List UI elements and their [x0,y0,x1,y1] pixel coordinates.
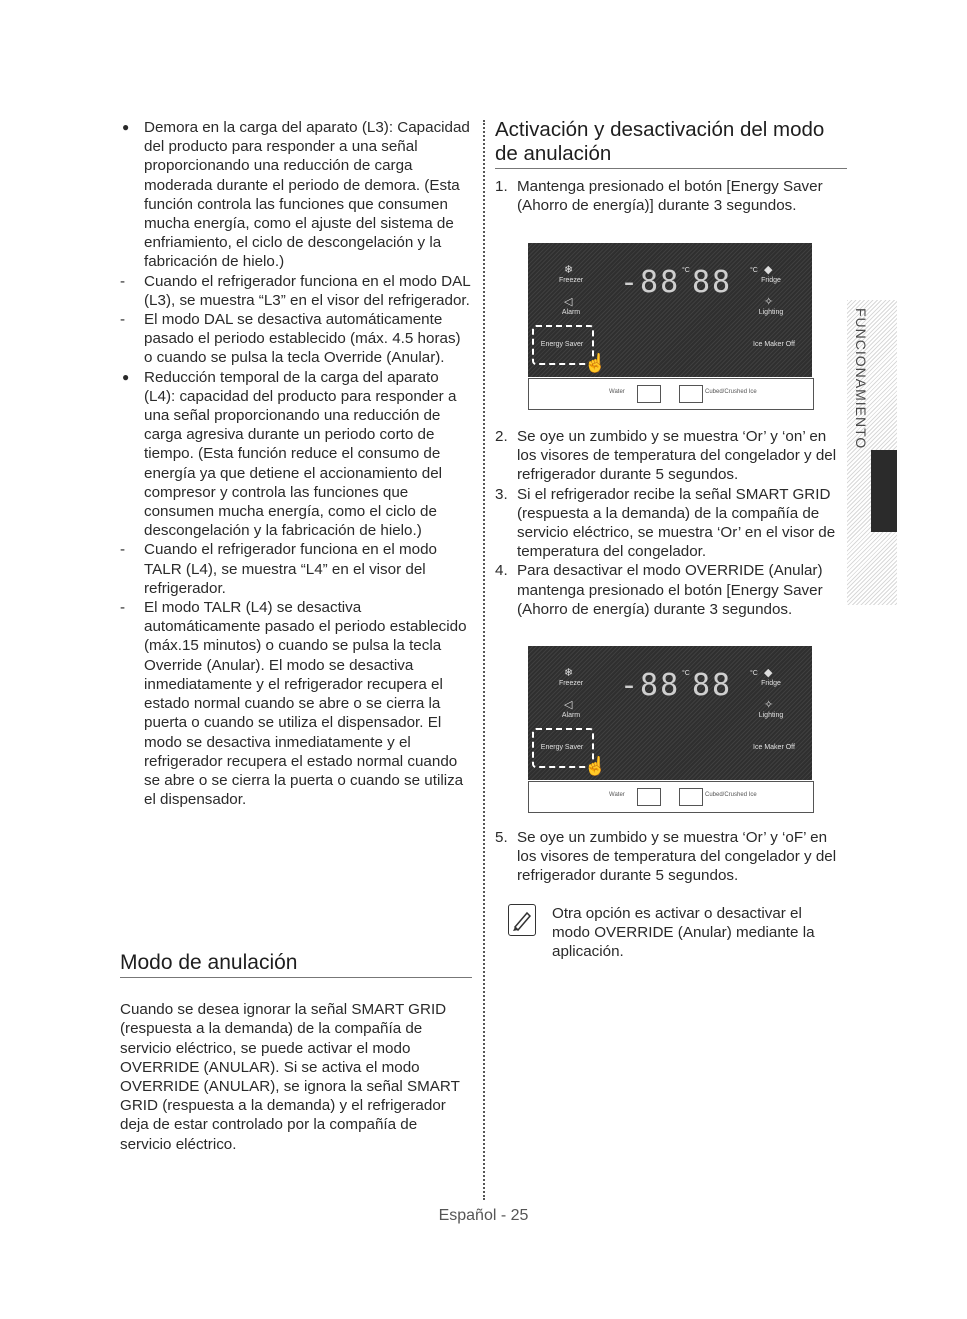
freezer-icon: ❄ [564,264,574,276]
step-5: 5. Se oye un zumbido y se muestra ‘Or’ y ‘oF’ en los visores de temperatura del congelador y del refrigerador durante 5 segundos. [495,829,837,885]
ice-maker-off-label: Ice Maker Off [753,744,795,751]
unit-label: °C [750,670,758,677]
step-5-container [495,828,847,886]
ice-button [679,788,703,806]
list-item: ● Reducción temporal de la carga del aparato (L4): capacidad del producto para responder a una señal proporcionando una reducción de carga agresiva durante un periodo corto de tiempo. (Esta función reduce el consumo de energía ya que detiene el accionamiento del compresor y controla las funciones que consumen mucha energía, como el ciclo de descongelación y la fabricación de hielo.) [122,368,457,540]
pointer-icon: ☝ [584,353,607,373]
list-item: - Cuando el refrigerador funciona en el modo TALR (L4), se muestra “L4” en el visor del refrigerador. [120,541,437,597]
ice-button [679,385,703,403]
list-item: ● Demora en la carga del aparato (L3): Capacidad del producto para responder a una señal proporcionando una reducción de carga moderada durante el periodo de demora. (Esta función controla las funciones que consumen mucha energía, como el ajuste del sistema de enfriamiento, el ciclo de descongelación y la fabricación de hielo.) [122,119,470,271]
left-column [120,118,472,809]
page-footer: Español - 25 [438,1207,529,1224]
freezer-temp-display: -88 [620,265,681,300]
control-panel-image [528,243,812,377]
ice-maker-off-label: Ice Maker Off [753,341,795,348]
step-2: 2. Se oye un zumbido y se muestra ‘Or’ y ‘on’ en los visores de temperatura del congelador y del refrigerador durante 5 segundos. [495,428,837,484]
side-tab-marker [871,450,897,532]
section-heading-override-mode: Modo de anulación [120,951,472,978]
alarm-label: Alarm [561,309,581,316]
cubed-ice-label: Cubed/Crushed Ice [705,792,757,798]
water-label: Water [609,792,625,798]
energy-saver-label: Energy Saver [540,744,584,751]
water-button [637,385,661,403]
list-item: - El modo TALR (L4) se desactiva automáticamente pasado el periodo establecido (máx.15 minutos) o cuando se pulsa la tecla Override (Anular). El modo se desactiva inmediatamente y el refrigerador recupera el estado normal cuando se abre o se cierra la puerta o cuando se utiliza el dispensador. El modo se desactiva inmediatamente y el refrigerador recupera el estado normal cuando se abre o se cierra la puerta o cuando se utiliza el dispensador. [120,599,467,809]
dispenser-bar [528,378,814,410]
alarm-icon: ◁ [564,699,573,711]
fridge-icon: ◆ [764,667,773,679]
freezer-icon: ❄ [564,667,574,679]
right-column [495,118,847,215]
energy-saver-label: Energy Saver [540,341,584,348]
unit-label: °C [682,267,690,274]
column-divider [483,120,485,1200]
note-icon [508,904,536,936]
fridge-icon: ◆ [764,264,773,276]
fridge-temp-display: 88 [692,265,733,300]
side-tab-label: FUNCIONAMIENTO [853,308,869,450]
freezer-label: Freezer [558,277,584,284]
freezer-temp-display: -88 [620,668,681,703]
list-item: - Cuando el refrigerador funciona en el modo DAL (L3), se muestra “L3” en el visor del refrigerador. [120,272,471,309]
fridge-label: Fridge [761,680,781,687]
override-mode-body: Cuando se desea ignorar la señal SMART GRID (respuesta a la demanda) de la compañía de servicio eléctrico, se puede activar el modo OVERRIDE (ANULAR). Si se activa el modo OVERRIDE (ANULAR), se ignora la señal SMART GRID (respuesta a la demanda) y el refrigerador deja de estar controlado por la compañía de servicio eléctrico. [120,1001,460,1153]
list-item: - El modo DAL se desactiva automáticamente pasado el periodo establecido (máx. 4.5 horas) o cuando se pulsa la tecla Override (Anular). [120,311,461,367]
lighting-label: Lighting [758,309,784,316]
cubed-ice-label: Cubed/Crushed Ice [705,389,757,395]
lighting-icon: ✧ [764,699,774,711]
fridge-label: Fridge [761,277,781,284]
alarm-icon: ◁ [564,296,573,308]
freezer-label: Freezer [558,680,584,687]
fridge-temp-display: 88 [692,668,733,703]
lighting-label: Lighting [758,712,784,719]
section-heading-activation: Activación y desactivación del modo de anulación [495,118,847,169]
control-panel-image-2 [528,646,812,780]
dispenser-bar-2 [528,781,814,813]
steps-2-4 [495,427,847,619]
step-1: 1. Mantenga presionado el botón [Energy Saver (Ahorro de energía)] durante 3 segundos. [495,178,823,215]
lighting-icon: ✧ [764,296,774,308]
step-4: 4. Para desactivar el modo OVERRIDE (Anular) mantenga presionado el botón [Energy Saver (Ahorro de energía) durante 3 segundos. [495,562,823,618]
unit-label: °C [682,670,690,677]
water-button [637,788,661,806]
section-side-tab [847,300,897,605]
pointer-icon: ☝ [584,756,607,776]
unit-label: °C [750,267,758,274]
note-text: Otra opción es activar o desactivar el modo OVERRIDE (Anular) mediante la aplicación. [552,905,815,961]
water-label: Water [609,389,625,395]
step-3: 3. Si el refrigerador recibe la señal SMART GRID (respuesta a la demanda) de la compañía de servicio eléctrico, se muestra ‘Or’ en el visor de temperatura del congelador. [495,485,836,561]
alarm-label: Alarm [561,712,581,719]
